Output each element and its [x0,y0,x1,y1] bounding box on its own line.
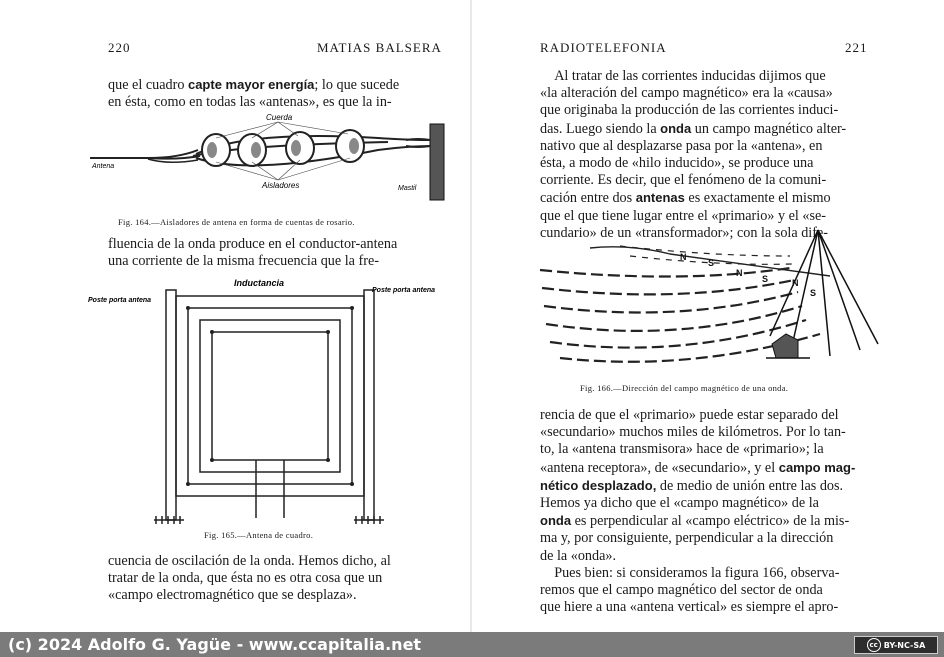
text-line: onda es perpendicular al «campo eléctrico» de la mis- [540,513,850,530]
running-head: MATIAS BALSERA [317,40,442,55]
text-line: una corriente de la misma frecuencia que la fre- [108,253,379,270]
text-line: remos que el campo magnético del sector de onda [540,582,823,599]
text-line: ésta, a modo de «hilo inducido», se produce una [540,155,814,172]
text-line: en ésta, como en todas las «antenas», es que la in- [108,94,392,111]
text-line: que hiere a una «antena vertical» es siempre el apro- [540,599,839,616]
pole-letter: N [736,268,743,278]
figure-166-magnetic-field [530,226,892,376]
figure-caption: Fig. 166.—Dirección del campo magnético de una onda. [580,383,789,393]
figure-caption: Fig. 165.—Antena de cuadro. [204,530,314,540]
text-line: Hemos ya dicho que el «campo magnético» de la [540,495,819,512]
text-line: «secundario» muchos miles de kilómetros. Por lo tan- [540,424,846,441]
page-number: 220 [108,40,131,55]
text-line: to, la «antena transmisora» hace de «primario»; la [540,441,824,458]
text-line: nético desplazado, de medio de unión entre las dos. [540,477,844,494]
text-line: rencia de que el «primario» puede estar separado del [540,407,839,423]
paragraph [108,553,434,605]
left-page [0,0,470,632]
text-line: de la «onda». [540,547,617,564]
text-line: das. Luego siendo la onda un campo magnético alter- [540,120,847,137]
text-line: cación entre dos antenas es exactamente el mismo [540,190,831,207]
label-poste-right: Poste porta antena [372,287,436,294]
text-line: Al tratar de las corrientes inducidas dijimos que [554,68,826,84]
pole-letter: N [680,252,687,262]
text-line: que el que tiene lugar entre el «primario» y el «se- [540,207,827,224]
paragraph [540,407,868,616]
text-line: que el cuadro capte mayor energía; lo que sucede [108,77,400,93]
text-line: tratar de la onda, que ésta no es otra cosa que un [108,570,383,587]
paragraph [108,236,434,270]
label-antena: Antena [92,163,115,170]
text-line: «antena receptora», de «secundario», y el campo mag- [540,459,856,476]
watermark-footer [0,632,944,657]
text-line: fluencia de la onda produce en el conductor-antena [108,236,398,252]
page-number: 221 [845,40,868,55]
text-line: «la alteración del campo magnético» era la «causa» [540,85,833,102]
text-line: «campo electromagnético que se desplaza». [108,587,357,604]
paragraph [108,76,434,111]
cc-icon: cc [867,638,881,652]
copyright-text: (c) 2024 Adolfo G. Yagüe - www.ccapitalia.net [8,635,422,654]
text-line: ma y, por consiguiente, perpendicular a la dirección [540,530,834,547]
running-head: RADIOTELEFONIA [540,40,667,55]
pole-letter: S [810,288,817,298]
text-line: cundario» de un «transformador»; con la sola dife- [540,224,828,241]
pole-letter: S [762,274,769,284]
label-aisladores: Aisladores [262,181,300,190]
label-poste-left: Poste porta antena [88,297,152,304]
text-line: Pues bien: si consideramos la figura 166, observa- [540,564,840,581]
license-text: BY-NC-SA [883,640,926,650]
text-line: que originaba la producción de las corrientes induci- [540,102,839,119]
figure-165-loop-antenna [84,272,454,527]
figure-164-insulators [88,110,448,210]
text-line: nativo que al desplazarse pasa por la «antena», en [540,137,823,154]
label-inductancia: Inductancia [234,278,285,288]
pole-letter: S [708,258,715,268]
figure-caption: Fig. 164.—Aisladores de antena en forma de cuentas de rosario. [118,217,355,227]
label-cuerda: Cuerda [266,113,293,122]
text-line: corriente. Es decir, que el fenómeno de la comuni- [540,172,827,189]
cc-license-badge[interactable] [854,636,938,654]
text-line: cuencia de oscilación de la onda. Hemos dicho, al [108,553,391,569]
paragraph [540,68,868,242]
label-mastil: Mastil [398,185,417,192]
pole-letter: N [792,278,799,288]
right-page [472,0,944,632]
